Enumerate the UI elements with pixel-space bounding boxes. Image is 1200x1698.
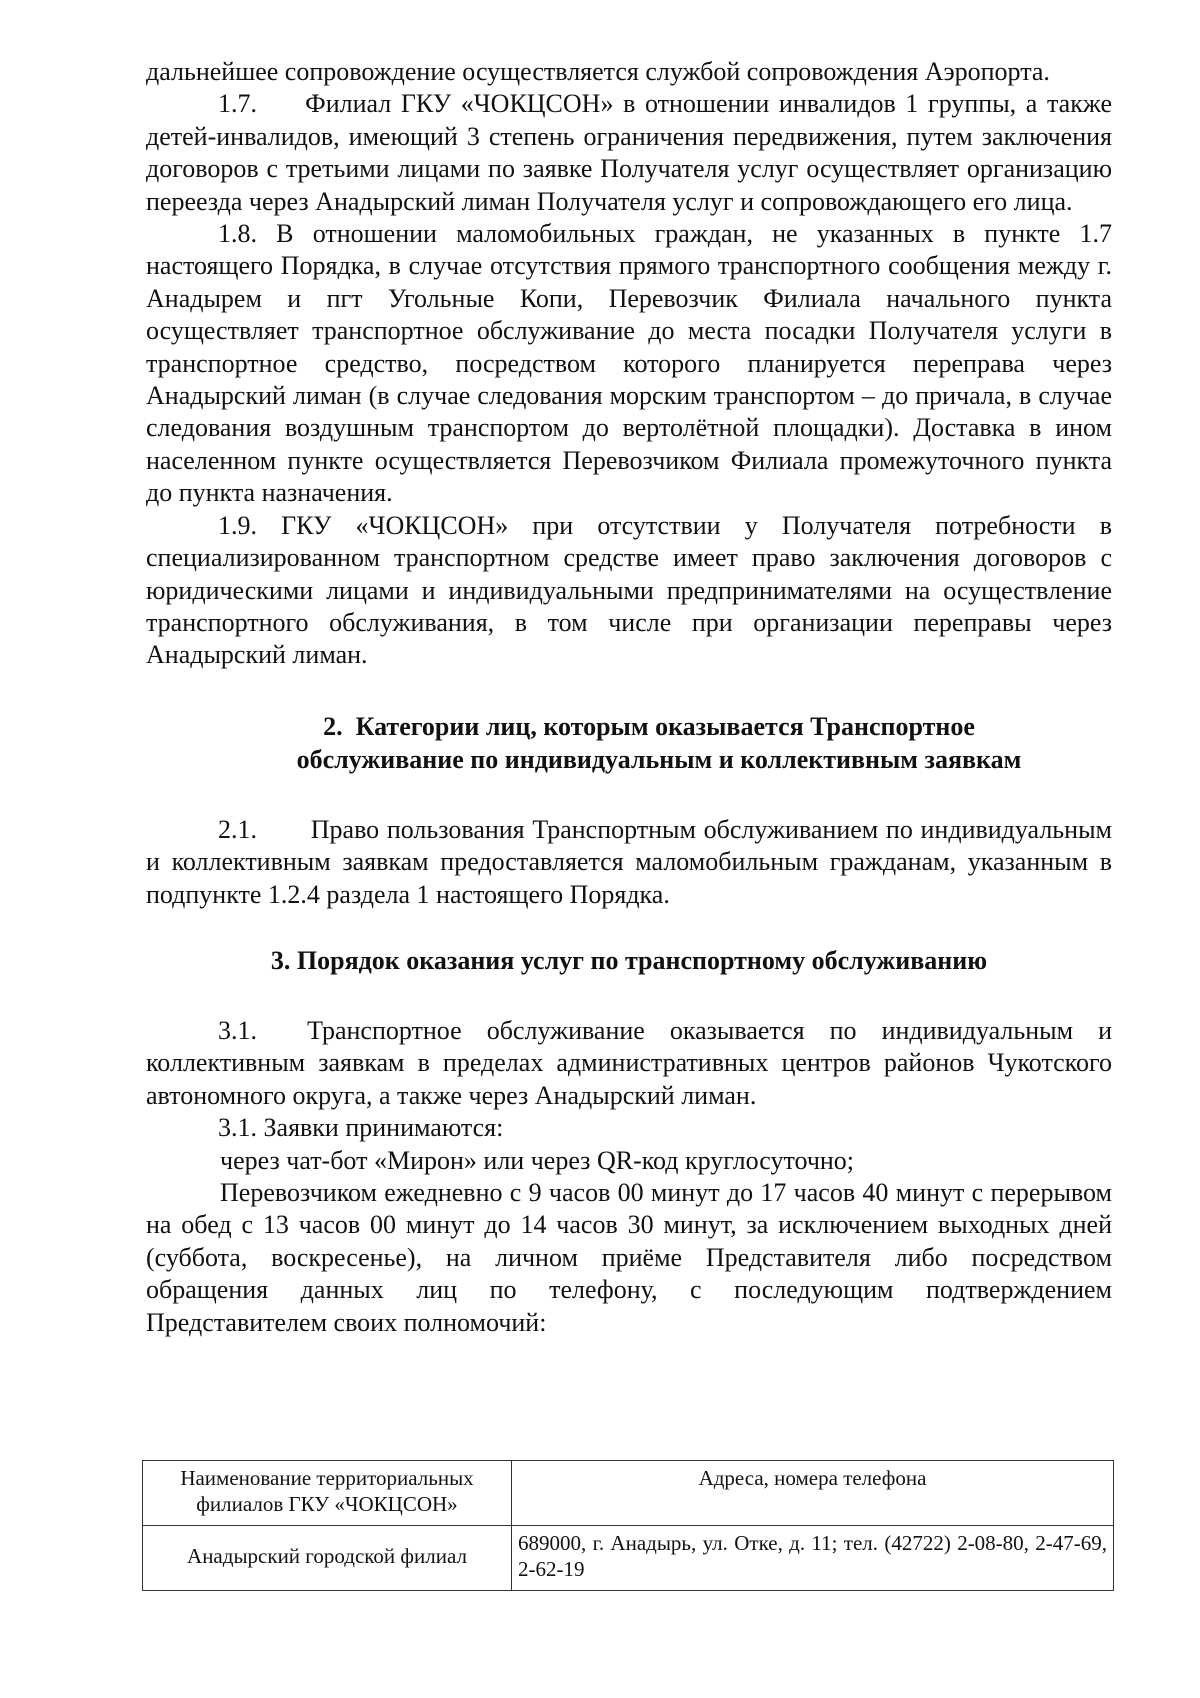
- section-2-heading-line-1: 2. Категории лиц, которым оказывается Транспортное: [323, 711, 975, 741]
- paragraph-3-1-requests: 3.1. Заявки принимаются:: [218, 1113, 504, 1143]
- table-row: [143, 1526, 1114, 1591]
- document-page: [146, 56, 1112, 1339]
- paragraph-1-8: 1.8. В отношении маломобильных граждан, не указанных в пункте 1.7 настоящего Порядка, в случае отсутствия прямого транспортного сообщения между г. Анадырем и пгт Угольные Копи, Перевозчик Филиала начального пункта осуществляет транспортное обслуживание до места посадки Получателя услуги в транспортное средство, посредством которого планируется переправа через Анадырский лиман (в случае следования морским транспортом – до причала, в случае следования воздушным транспортом до вертолётной площадки). Доставка в ином населенном пункте осуществляется Перевозчиком Филиала промежуточного пункта до пункта назначения.: [146, 219, 1112, 508]
- paragraph-1-7: 1.7. Филиал ГКУ «ЧОКЦСОН» в отношении инвалидов 1 группы, а также детей-инвалидов, имеющий 3 степень ограничения передвижения, путем заключения договоров с третьими лицами по заявке Получателя услуг осуществляет организацию переезда через Анадырский лиман Получателя услуг и сопровождающего его лица.: [146, 89, 1112, 216]
- cell-branch-address: 689000, г. Анадырь, ул. Отке, д. 11; тел. (42722) 2-08-80, 2-47-69, 2-62-19: [512, 1526, 1114, 1591]
- table-header-row: [143, 1461, 1114, 1526]
- paragraph-chatbot: через чат-бот «Мирон» или через QR-код круглосуточно;: [220, 1145, 855, 1175]
- header-branch-name: Наименование территориальных филиалов ГКУ «ЧОКЦСОН»: [143, 1461, 512, 1526]
- branches-table: [142, 1460, 1114, 1591]
- cell-branch-name: Анадырский городской филиал: [143, 1526, 512, 1591]
- section-2-heading-line-2: обслуживание по индивидуальным и коллективным заявкам: [296, 744, 1022, 774]
- paragraph-1-9: 1.9. ГКУ «ЧОКЦСОН» при отсутствии у Получателя потребности в специализированном транспортном средстве имеет право заключения договоров с юридическими лицами и индивидуальными предпринимателями на осуществление транспортного обслуживания, в том числе при организации переправы через Анадырский лиман.: [146, 510, 1112, 670]
- header-address: Адреса, номера телефона: [512, 1461, 1114, 1526]
- section-3-heading: 3. Порядок оказания услуг по транспортному обслуживанию: [270, 945, 988, 975]
- paragraph-2-1: 2.1. Право пользования Транспортным обслуживанием по индивидуальным и коллективным заявкам предоставляется маломобильным гражданам, указанным в подпункте 1.2.4 раздела 1 настоящего Порядка.: [146, 814, 1112, 909]
- paragraph-continuation: дальнейшее сопровождение осуществляется службой сопровождения Аэропорта.: [146, 57, 1050, 86]
- paragraph-3-1: 3.1. Транспортное обслуживание оказывается по индивидуальным и коллективным заявкам в пределах административных центров районов Чукотского автономного округа, а также через Анадырский лиман.: [146, 1015, 1112, 1110]
- paragraph-carrier-hours: Перевозчиком ежедневно с 9 часов 00 минут до 17 часов 40 минут с перерывом на обед с 13 часов 00 минут до 14 часов 30 минут, за исключением выходных дней (суббота, воскресенье), на личном приёме Представителя либо посредством обращения данных лиц по телефону, с последующим подтверждением Представителем своих полномочий:: [146, 1177, 1112, 1337]
